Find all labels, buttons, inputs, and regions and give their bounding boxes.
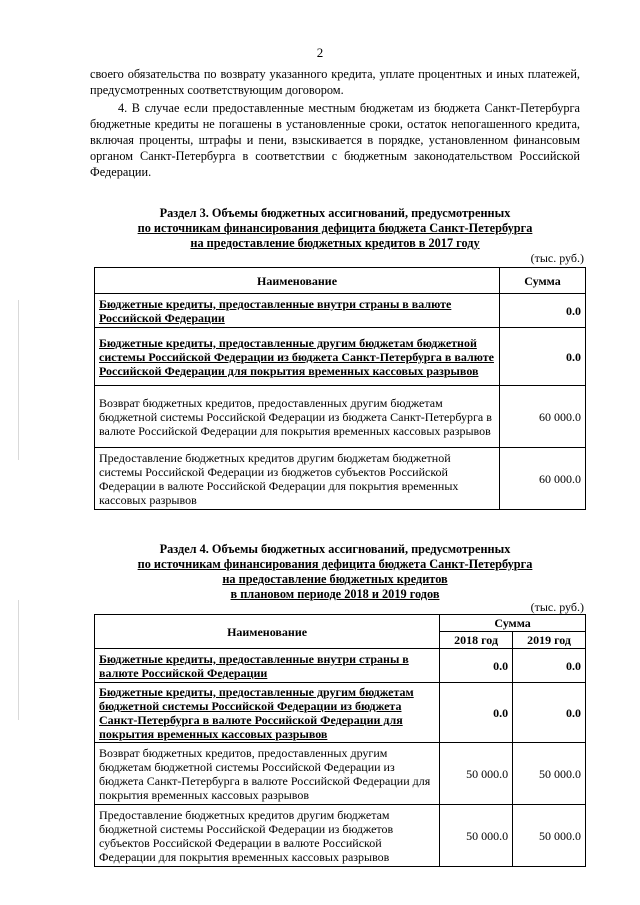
row-value-2019: 0.0 [513, 683, 586, 743]
row-value: 60 000.0 [500, 386, 586, 448]
row-name: Предоставление бюджетных кредитов другим бюджетам бюджетной системы Российской Федерации из бюджетов субъектов Российской Федерации в валюте Российской Федерации для покрытия временных кассовых разрывов [95, 448, 500, 510]
table-row [95, 328, 586, 386]
row-name: Бюджетные кредиты, предоставленные другим бюджетам бюджетной системы Российской Федерации из бюджета Санкт-Петербурга в валюте Российской Федерации для покрытия временных кассовых разрывов [95, 328, 500, 386]
section-3-title [90, 206, 580, 251]
section-3-title-line-2: по источникам финансирования дефицита бюджета Санкт-Петербурга [137, 221, 533, 235]
row-value-2019: 0.0 [513, 649, 586, 683]
row-name: Предоставление бюджетных кредитов другим бюджетам бюджетной системы Российской Федерации из бюджетов субъектов Российской Федерации в валюте Российской Федерации для покрытия временных кассовых разрывов [95, 805, 440, 867]
header-name: Наименование [95, 268, 500, 294]
section-3-title-line-3: на предоставление бюджетных кредитов в 2017 году [190, 236, 480, 250]
header-2018: 2018 год [440, 632, 513, 649]
section-4-table [94, 614, 586, 867]
table-row [95, 743, 586, 805]
section-4-title-line-3: на предоставление бюджетных кредитов [222, 572, 448, 586]
page-number: 2 [316, 45, 324, 60]
section-3-units: (тыс. руб.) [530, 251, 584, 265]
table-row [95, 683, 586, 743]
section-4-title-line-1: Раздел 4. Объемы бюджетных ассигнований, предусмотренных [159, 542, 511, 556]
section-3-title-line-1: Раздел 3. Объемы бюджетных ассигнований, предусмотренных [159, 206, 511, 220]
row-name: Возврат бюджетных кредитов, предоставленных другим бюджетам бюджетной системы Российской Федерации из бюджета Санкт-Петербурга в валюте Российской Федерации для покрытия временных кассовых разрывов [95, 386, 500, 448]
table-row [95, 649, 586, 683]
row-name: Бюджетные кредиты, предоставленные другим бюджетам бюджетной системы Российской Федерации из бюджета Санкт-Петербурга в валюте Российской Федерации для покрытия временных кассовых разрывов [95, 683, 440, 743]
scan-margin-line [18, 600, 19, 720]
row-value-2018: 50 000.0 [440, 743, 513, 805]
header-sum: Сумма [500, 268, 586, 294]
header-2019: 2019 год [513, 632, 586, 649]
row-value-2019: 50 000.0 [513, 743, 586, 805]
row-name: Возврат бюджетных кредитов, предоставленных другим бюджетам бюджетной системы Российской Федерации из бюджета Санкт-Петербурга в валюте Российской Федерации для покрытия временных кассовых разрывов [95, 743, 440, 805]
row-value-2019: 50 000.0 [513, 805, 586, 867]
row-name: Бюджетные кредиты, предоставленные внутри страны в валюте Российской Федерации [95, 294, 500, 328]
header-sum: Сумма [440, 615, 586, 632]
row-value: 0.0 [500, 328, 586, 386]
table-header-row [95, 615, 586, 632]
section-3-table [94, 267, 586, 510]
intro-continuation: своего обязательства по возврату указанного кредита, уплате процентных и иных платежей, предусмотренных соответствующим договором. [90, 67, 580, 97]
table-row [95, 386, 586, 448]
table-row [95, 805, 586, 867]
row-value-2018: 0.0 [440, 649, 513, 683]
table-row [95, 294, 586, 328]
section-4-title-line-4: в плановом периоде 2018 и 2019 годов [230, 587, 440, 601]
paragraph-4-text: 4. В случае если предоставленные местным бюджетам из бюджета Санкт-Петербурга бюджетные кредиты не погашены в установленные сроки, остаток непогашенного кредита, включая проценты, штрафы и пени, взыскивается в порядке, установленном финансовым органом Санкт-Петербурга в соответствии с бюджетным законодательством Российской Федерации. [90, 101, 580, 179]
header-name: Наименование [95, 615, 440, 649]
row-value-2018: 0.0 [440, 683, 513, 743]
section-4-title-line-2: по источникам финансирования дефицита бюджета Санкт-Петербурга [137, 557, 533, 571]
row-value: 0.0 [500, 294, 586, 328]
paragraph-4 [90, 100, 580, 180]
table-row [95, 448, 586, 510]
row-value-2018: 50 000.0 [440, 805, 513, 867]
table-header-row [95, 268, 586, 294]
row-name: Бюджетные кредиты, предоставленные внутри страны в валюте Российской Федерации [95, 649, 440, 683]
section-4-units: (тыс. руб.) [530, 600, 584, 614]
section-4-title [90, 542, 580, 602]
row-value: 60 000.0 [500, 448, 586, 510]
scan-margin-line [18, 300, 19, 460]
